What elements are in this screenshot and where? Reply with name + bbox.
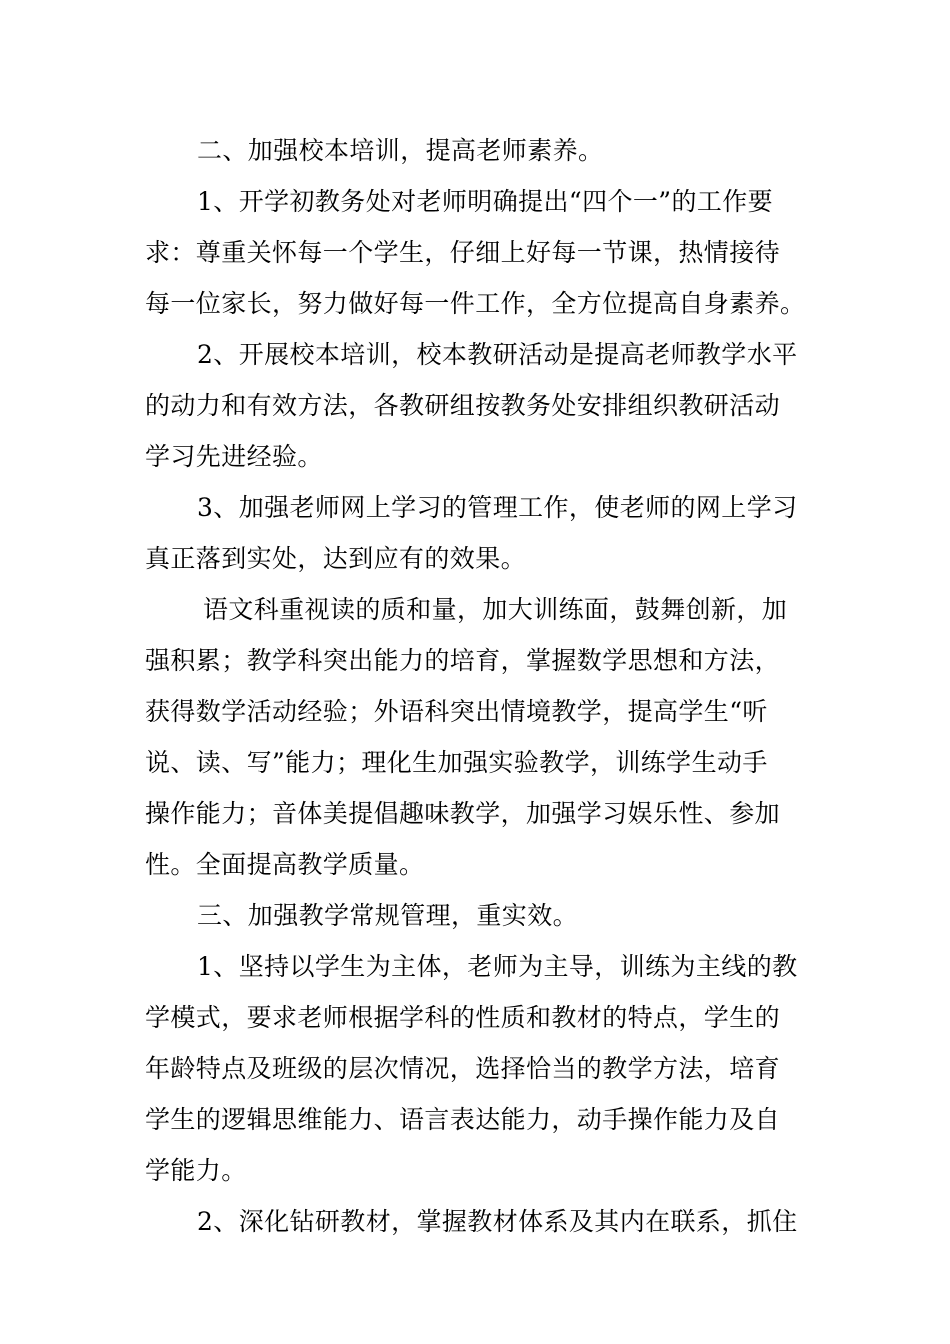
paragraph-line: 2、深化钻研教材，掌握教材体系及其内在联系，抓住: [197, 1207, 798, 1236]
paragraph-line: 1、坚持以学生为主体，老师为主导，训练为主线的教: [197, 952, 798, 981]
paragraph-line: 学生的逻辑思维能力、语言表达能力，动手操作能力及自: [145, 1105, 781, 1134]
paragraph-line: 操作能力；音体美提倡趣味教学，加强学习娱乐性、参加: [145, 799, 781, 828]
paragraph-line: 真正落到实处，达到应有的效果。: [145, 544, 527, 573]
paragraph-line: 学能力。: [145, 1156, 247, 1185]
paragraph-line: 语文科重视读的质和量，加大训练面，鼓舞创新，加: [203, 595, 788, 624]
paragraph-line: 求：尊重关怀每一个学生，仔细上好每一节课，热情接待: [145, 238, 781, 267]
paragraph-line: 强积累；教学科突出能力的培育，掌握数学思想和方法，: [145, 646, 781, 675]
paragraph-line: 每一位家长，努力做好每一件工作，全方位提高自身素养。: [145, 289, 806, 318]
paragraph-line: 的动力和有效方法，各教研组按教务处安排组织教研活动: [145, 391, 781, 420]
paragraph-line: 学习先进经验。: [145, 442, 323, 471]
paragraph-line: 性。全面提高教学质量。: [145, 850, 425, 879]
paragraph-line: 3、加强老师网上学习的管理工作，使老师的网上学习: [197, 493, 798, 522]
document-body: [145, 125, 810, 1247]
section-heading-3: 三、加强教学常规管理，重实效。: [197, 901, 579, 930]
paragraph-line: 学模式，要求老师根据学科的性质和教材的特点，学生的: [145, 1003, 781, 1032]
paragraph-line: 2、开展校本培训，校本教研活动是提高老师教学水平: [197, 340, 798, 369]
paragraph-line: 说、读、写”能力；理化生加强实验教学，训练学生动手: [145, 748, 768, 777]
section-heading-2: 二、加强校本培训，提高老师素养。: [197, 136, 604, 165]
paragraph-line: 获得数学活动经验；外语科突出情境教学，提高学生“听: [145, 697, 768, 726]
paragraph-line: 年龄特点及班级的层次情况，选择恰当的教学方法，培育: [145, 1054, 781, 1083]
paragraph-line: 1、开学初教务处对老师明确提出“四个一”的工作要: [197, 187, 774, 216]
